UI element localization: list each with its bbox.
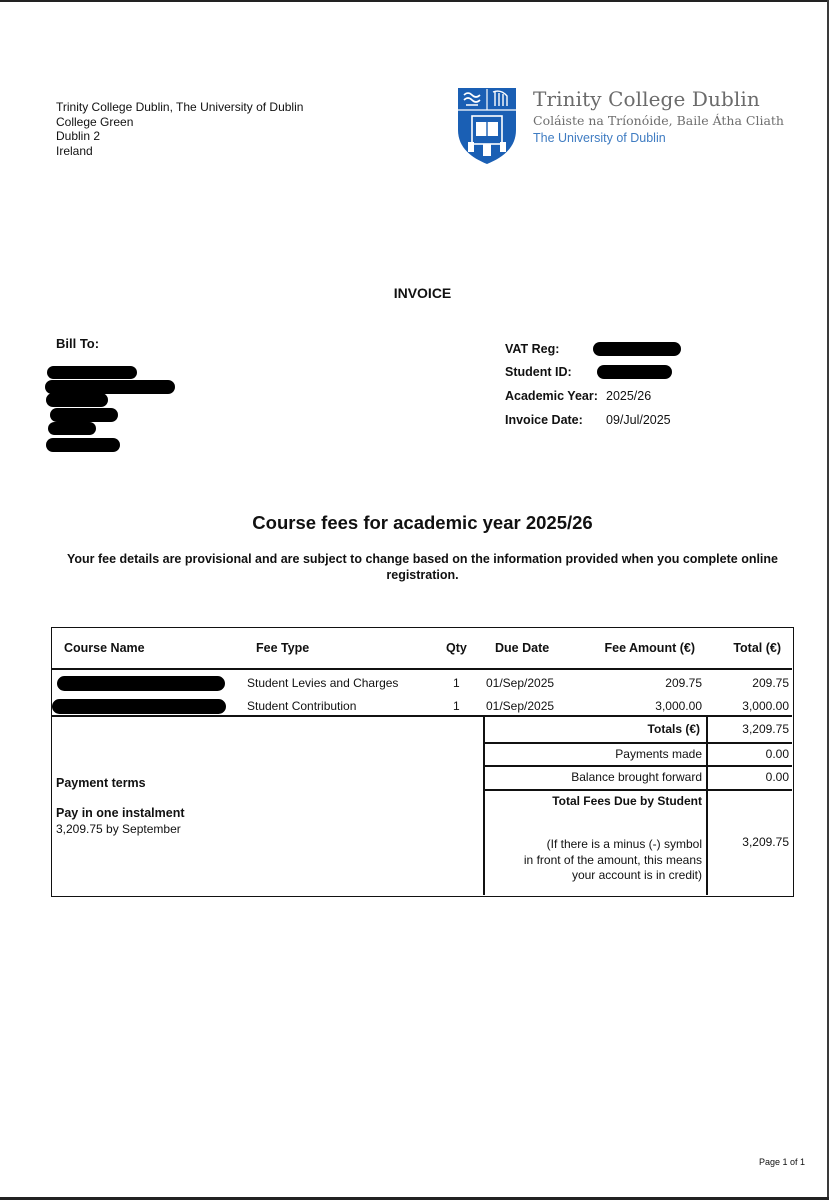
table-rule xyxy=(52,715,792,717)
fee-amount-cell: 209.75 xyxy=(665,676,702,690)
logo-name: Trinity College Dublin xyxy=(533,87,760,111)
note-line: (If there is a minus (-) symbol xyxy=(546,837,702,851)
table-rule xyxy=(483,789,792,791)
payment-terms-label: Payment terms xyxy=(56,776,146,790)
redaction-bar xyxy=(593,342,681,356)
balance-forward-value: 0.00 xyxy=(765,770,789,784)
header-qty: Qty xyxy=(446,641,467,655)
qty-cell: 1 xyxy=(453,699,460,713)
total-due-note xyxy=(524,837,702,884)
due-date-cell: 01/Sep/2025 xyxy=(486,676,555,690)
crest-icon xyxy=(456,86,518,166)
invoice-date-value: 09/Jul/2025 xyxy=(606,413,671,427)
table-rule xyxy=(483,765,792,767)
logo-irish-name: Coláiste na Tríonóide, Baile Átha Cliath xyxy=(533,113,784,128)
bill-to-label: Bill To: xyxy=(56,336,100,351)
redaction-bar xyxy=(46,438,120,452)
address-line: Trinity College Dublin, The University of Dublin xyxy=(56,100,304,114)
redaction-bar xyxy=(48,422,96,435)
due-date-cell: 01/Sep/2025 xyxy=(486,699,555,713)
totals-value: 3,209.75 xyxy=(742,722,789,736)
payments-made-value: 0.00 xyxy=(765,747,789,761)
table-rule xyxy=(52,668,792,670)
address-line: College Green xyxy=(56,114,134,129)
note-line: in front of the amount, this means xyxy=(523,852,702,867)
table-rule xyxy=(483,716,485,895)
student-id-label: Student ID: xyxy=(505,365,572,379)
issuer-address xyxy=(56,100,303,158)
address-line: Dublin 2 xyxy=(56,129,101,143)
section-heading: Course fees for academic year 2025/26 xyxy=(252,512,593,533)
vat-reg-label: VAT Reg: xyxy=(505,342,560,356)
fee-table xyxy=(51,627,794,897)
page-edge-top xyxy=(0,0,829,2)
university-logo xyxy=(456,86,784,170)
fee-amount-cell: 3,000.00 xyxy=(655,699,702,713)
academic-year-label: Academic Year: xyxy=(505,389,598,403)
redaction-bar xyxy=(50,408,118,422)
note-line: your account is in credit) xyxy=(571,868,702,882)
redaction-bar xyxy=(57,676,225,691)
header-course-name: Course Name xyxy=(64,641,145,655)
totals-label: Totals (€) xyxy=(647,722,700,736)
header-total: Total (€) xyxy=(733,641,781,655)
payment-plan: Pay in one instalment xyxy=(56,806,185,820)
invoice-date-label: Invoice Date: xyxy=(505,413,583,427)
fee-type-cell: Student Contribution xyxy=(247,699,357,713)
redaction-bar xyxy=(46,393,108,407)
header-fee-amount: Fee Amount (€) xyxy=(604,641,695,655)
redaction-bar xyxy=(52,699,226,714)
payment-detail: 3,209.75 by September xyxy=(56,822,181,836)
header-fee-type: Fee Type xyxy=(256,641,310,655)
total-due-value: 3,209.75 xyxy=(742,835,789,849)
balance-forward-label: Balance brought forward xyxy=(571,770,702,784)
qty-cell: 1 xyxy=(453,676,460,690)
payments-made-label: Payments made xyxy=(615,747,702,761)
address-line: Ireland xyxy=(56,143,93,158)
table-rule xyxy=(706,716,708,895)
academic-year-value: 2025/26 xyxy=(606,389,652,403)
redaction-bar xyxy=(45,380,175,394)
header-due-date: Due Date xyxy=(495,641,550,655)
provisional-notice: Your fee details are provisional and are subject to change based on the information provided when you complete online registration. xyxy=(66,552,778,582)
table-rule xyxy=(483,742,792,744)
total-cell: 3,000.00 xyxy=(742,699,789,713)
total-due-label: Total Fees Due by Student xyxy=(552,794,702,808)
fee-type-cell: Student Levies and Charges xyxy=(247,676,399,690)
page-number: Page 1 of 1 xyxy=(758,1157,805,1167)
document-title: INVOICE xyxy=(393,285,452,301)
redaction-bar xyxy=(47,366,137,379)
redaction-bar xyxy=(597,365,672,379)
total-cell: 209.75 xyxy=(752,676,789,690)
logo-university: The University of Dublin xyxy=(533,131,666,145)
